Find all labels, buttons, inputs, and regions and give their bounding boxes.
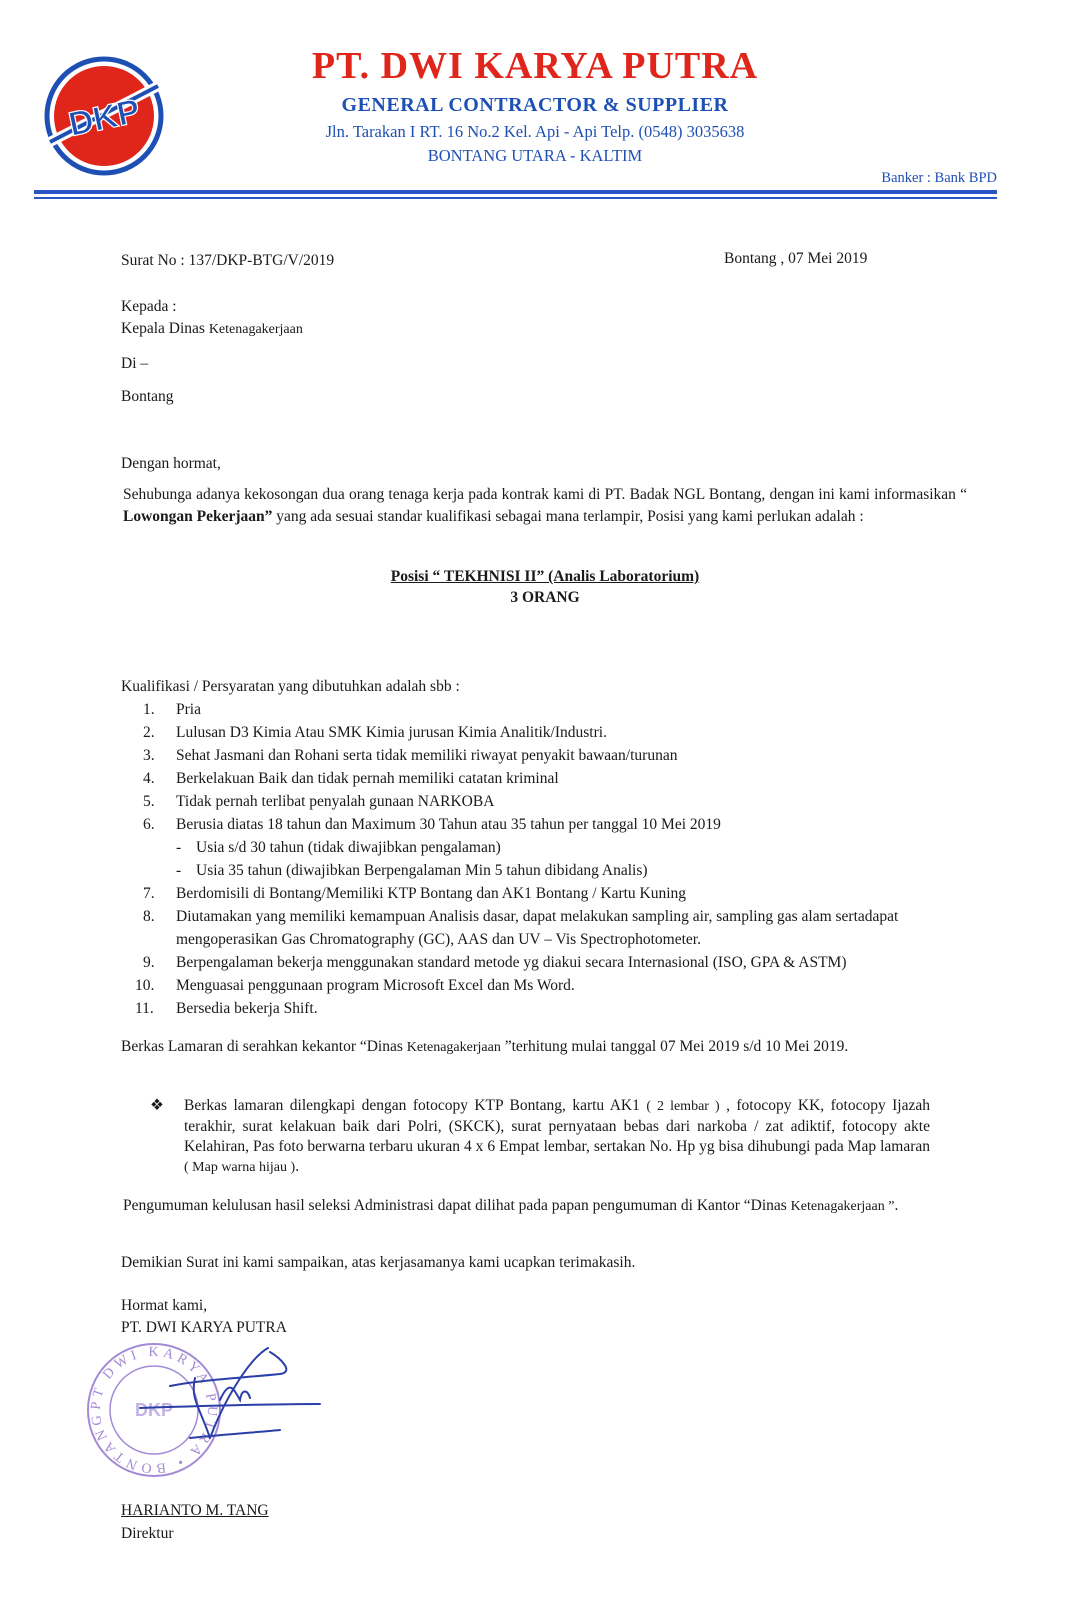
sub-item: - Usia s/d 30 tahun (tidak diwajibkan pengalaman) <box>176 839 501 856</box>
greeting: Dengan hormat, <box>121 455 221 472</box>
company-logo <box>44 56 164 176</box>
regards: Hormat kami, <box>121 1297 208 1314</box>
company-city: BONTANG UTARA - KALTIM <box>427 146 643 165</box>
list-item: 11. Bersedia bekerja Shift. <box>135 1000 318 1017</box>
intro-text-a: Sehubunga adanya kekosongan dua orang tenaga kerja pada kontrak kami di PT. Badak NGL Bontang, dengan ini kami informasikan “ <box>123 486 967 503</box>
submission-paragraph: Berkas Lamaran di serahkan kekantor “Dinas Ketenagakerjaan ”terhitung mulai tanggal 07 Mei 2019 s/d 10 Mei 2019. <box>121 1038 849 1055</box>
logo-text: DKP <box>65 91 144 145</box>
letter-number: Surat No : 137/DKP-BTG/V/2019 <box>121 252 335 269</box>
list-item: 7. Berdomisili di Bontang/Memiliki KTP Bontang dan AK1 Bontang / Kartu Kuning <box>143 885 687 902</box>
requirements-intro: Kualifikasi / Persyaratan yang dibutuhkan adalah sbb : <box>121 678 460 695</box>
at-label: Di – <box>121 355 149 372</box>
closing-sentence: Demikian Surat ini kami sampaikan, atas kerjasamanya kami ucapkan terimakasih. <box>121 1254 636 1271</box>
recipient-location: Bontang <box>121 388 174 405</box>
company-signature-line: PT. DWI KARYA PUTRA <box>121 1319 287 1336</box>
list-item: 3. Sehat Jasmani dan Rohani serta tidak memiliki riwayat penyakit bawaan/turunan <box>143 747 678 764</box>
stamp-text: PT DWI KARYA PUTRA • BONTANG <box>88 1344 220 1476</box>
stamp-logo-text: DKP <box>134 1400 174 1420</box>
list-item: 6. Berusia diatas 18 tahun dan Maximum 30 Tahun atau 35 tahun per tanggal 10 Mei 2019 <box>143 816 721 833</box>
diamond-bullet-icon: ❖ <box>150 1097 164 1114</box>
list-item: 5. Tidak pernah terlibat penyalah gunaan NARKOBA <box>143 793 495 810</box>
announcement-paragraph: Pengumuman kelulusan hasil seleksi Administrasi dapat dilihat pada papan pengumuman di Kantor “Dinas Ketenagakerjaan ”. <box>123 1197 899 1214</box>
requirements-list <box>121 698 991 1020</box>
header-divider <box>34 190 997 194</box>
banker-info: Banker : Bank BPD <box>881 170 997 186</box>
list-item: 2. Lulusan D3 Kimia Atau SMK Kimia jurusan Kimia Analitik/Industri. <box>143 724 607 741</box>
list-item: 10. Menguasai penggunaan program Microsoft Excel dan Ms Word. <box>135 977 575 994</box>
intro-text-b: yang ada sesuai standar kualifikasi sebagai mana terlampir, Posisi yang kami perlukan adalah : <box>272 508 864 525</box>
signer-name: HARIANTO M. TANG <box>121 1502 269 1519</box>
header-divider-thin <box>34 197 997 199</box>
list-item: 1. Pria <box>143 701 201 718</box>
position-count: 3 ORANG <box>510 589 580 606</box>
position-title: Posisi “ TEKHNISI II” (Analis Laboratorium) <box>390 568 700 585</box>
company-address: Jln. Tarakan I RT. 16 No.2 Kel. Api - Api Telp. (0548) 3035638 <box>325 122 745 141</box>
list-item: 4. Berkelakuan Baik dan tidak pernah memiliki catatan kriminal <box>143 770 559 787</box>
signer-title: Direktur <box>121 1525 174 1542</box>
company-tagline: GENERAL CONTRACTOR & SUPPLIER <box>341 94 729 116</box>
intro-paragraph <box>123 484 967 528</box>
recipient <box>121 318 303 341</box>
list-item: 9. Berpengalaman bekerja menggunakan standard metode yg diakui secara Internasional (ISO, GPA & ASTM) <box>143 954 847 971</box>
letter-date: Bontang , 07 Mei 2019 <box>724 250 868 267</box>
list-item: 8. Diutamakan yang memiliki kemampuan Analisis dasar, dapat melakukan sampling air, sampling gas alam sertadapat mengoperasikan Gas Chromatography (GC), AAS dan UV – Vis Spectrophotometer. <box>143 908 899 948</box>
recipient-dept: Ketenagakerjaan <box>208 322 303 337</box>
signature <box>130 1338 330 1458</box>
to-label: Kepada : <box>121 298 177 315</box>
recipient-title: Kepala Dinas <box>121 320 205 337</box>
attachments-paragraph: ❖ Berkas lamaran dilengkapi dengan fotocopy KTP Bontang, kartu AK1 ( 2 lembar ) , fotocopy KK, fotocopy Ijazah terakhir, surat kelakuan baik dari Polri, (SKCK), surat pernyataan bebas dari narkoba / zat adiktif, fotocopy akte Kelahiran, Pas foto berwarna terbaru ukuran 4 x 6 Empat lembar, sertakan No. Hp yg bisa dihubungi pada Map lamaran ( Map warna hijau ). <box>150 1097 930 1175</box>
company-name: PT. DWI KARYA PUTRA <box>311 45 759 87</box>
sub-item: - Usia 35 tahun (diwajibkan Berpengalaman Min 5 tahun dibidang Analis) <box>176 862 648 879</box>
intro-highlight: Lowongan Pekerjaan” <box>123 508 273 525</box>
